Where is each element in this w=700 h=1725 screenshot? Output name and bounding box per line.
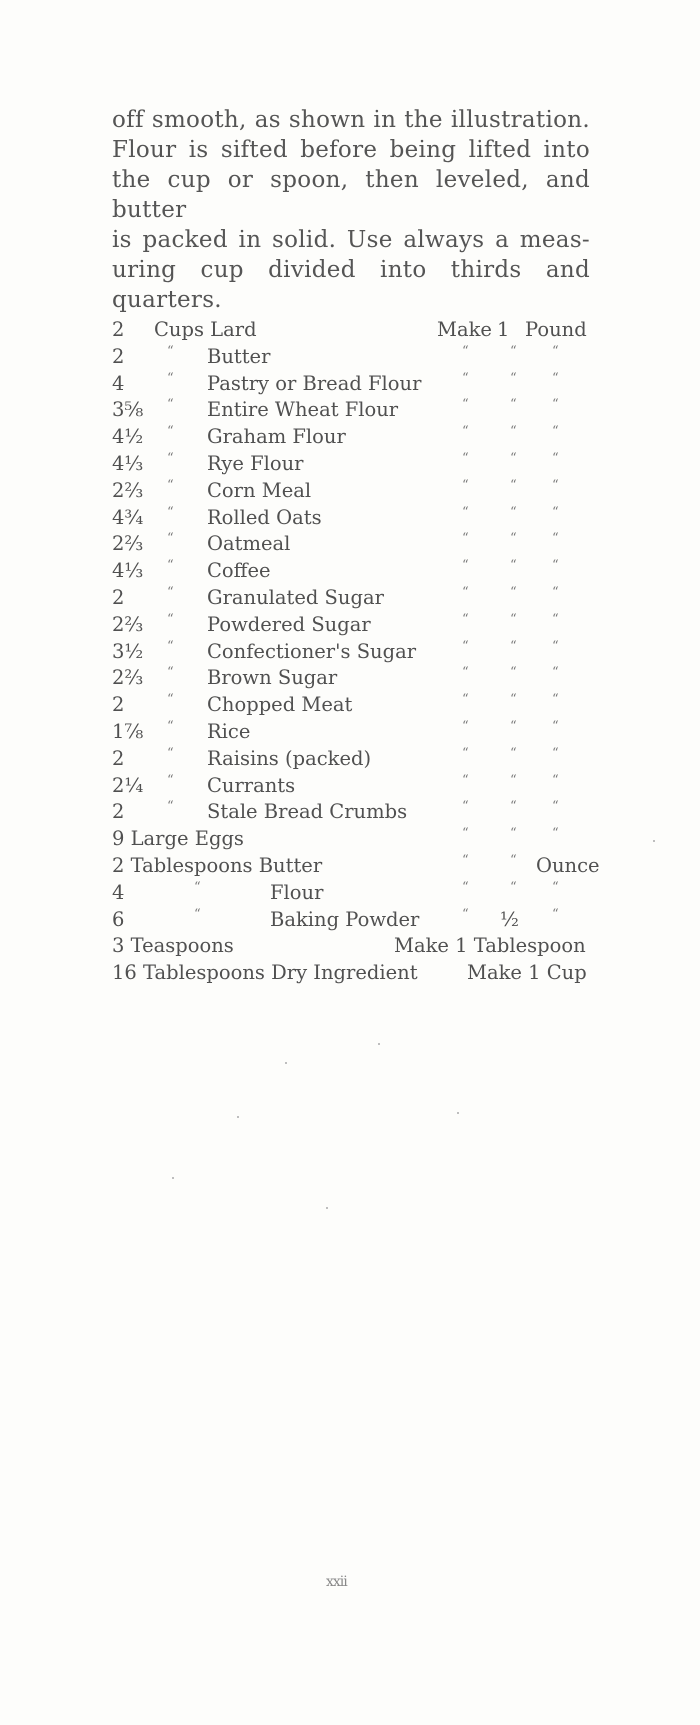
header-one: 1 <box>497 318 510 341</box>
row-item: Entire Wheat Flour <box>207 398 399 422</box>
ditto-mark: “ <box>510 370 517 386</box>
ditto-mark: “ <box>462 504 469 520</box>
table-row <box>112 746 590 773</box>
row-qty: 6 <box>112 907 125 931</box>
ditto-mark: “ <box>167 504 174 520</box>
row-qty: 2¼ <box>112 773 144 797</box>
ditto-mark: “ <box>167 799 174 815</box>
teaspoons-equivalent: Make 1 Tablespoon <box>394 934 586 958</box>
paragraph-line: quarters. <box>112 287 222 313</box>
page-number: xxii <box>326 1574 347 1590</box>
ditto-mark: “ <box>510 772 517 788</box>
ditto-mark: “ <box>510 397 517 413</box>
row-item: Butter <box>207 344 271 368</box>
ditto-mark: “ <box>552 450 559 466</box>
print-speck <box>237 1116 239 1118</box>
ditto-mark: “ <box>167 772 174 788</box>
row-qty: 4⅓ <box>112 451 144 475</box>
row-item: Powdered Sugar <box>207 612 371 636</box>
header-qty: 2 <box>112 318 125 341</box>
print-speck <box>378 1043 380 1045</box>
table-row <box>112 880 590 907</box>
row-item: Flour <box>270 880 324 904</box>
table-row <box>112 933 590 960</box>
tbsp-butter-label: 2 Tablespoons Butter <box>112 853 323 877</box>
ditto-mark: “ <box>462 343 469 359</box>
ditto-mark: “ <box>552 692 559 708</box>
table-row <box>112 558 590 585</box>
ditto-mark: “ <box>552 826 559 842</box>
ditto-mark: “ <box>510 745 517 761</box>
ditto-mark: “ <box>552 772 559 788</box>
ditto-mark: “ <box>462 424 469 440</box>
ditto-mark: “ <box>510 558 517 574</box>
print-speck <box>285 1062 287 1064</box>
row-item: Confectioner's Sugar <box>207 639 417 663</box>
ditto-mark: “ <box>552 558 559 574</box>
ditto-mark: “ <box>167 370 174 386</box>
ditto-mark: “ <box>462 584 469 600</box>
header-make: Make <box>437 318 492 341</box>
ditto-mark: “ <box>462 638 469 654</box>
row-qty: 2⅔ <box>112 478 144 502</box>
row-qty: 4⅓ <box>112 559 144 583</box>
print-speck <box>326 1207 328 1209</box>
row-item: Rice <box>207 719 251 743</box>
table-row <box>112 397 590 424</box>
ounce-label: Ounce <box>536 853 600 877</box>
ditto-mark: “ <box>552 370 559 386</box>
table-row <box>112 424 590 451</box>
ditto-mark: “ <box>462 558 469 574</box>
ditto-mark: “ <box>462 718 469 734</box>
row-qty: 2⅔ <box>112 532 144 556</box>
ditto-mark: “ <box>510 826 517 842</box>
row-item: Brown Sugar <box>207 666 338 690</box>
row-qty: 2⅔ <box>112 666 144 690</box>
row-qty: 2⅔ <box>112 612 144 636</box>
table-row <box>112 692 590 719</box>
ditto-mark: “ <box>167 531 174 547</box>
row-qty: 4¾ <box>112 505 144 529</box>
ditto-mark: “ <box>462 531 469 547</box>
table-row <box>112 852 600 880</box>
ditto-mark: “ <box>552 745 559 761</box>
ditto-mark: “ <box>552 665 559 681</box>
ditto-mark: “ <box>462 745 469 761</box>
ditto-mark: “ <box>552 424 559 440</box>
row-item: Graham Flour <box>207 425 346 449</box>
row-qty: 4½ <box>112 425 144 449</box>
ditto-mark: “ <box>462 692 469 708</box>
row-qty: 4 <box>112 371 125 395</box>
intro-paragraph <box>112 105 590 315</box>
table-row <box>112 478 590 505</box>
row-item: Currants <box>207 773 296 797</box>
table-rows <box>112 344 590 826</box>
print-speck <box>457 1112 459 1114</box>
table-row <box>112 960 590 987</box>
row-qty: 2 <box>112 585 125 609</box>
ditto-mark: “ <box>552 397 559 413</box>
table-row <box>112 531 590 558</box>
paragraph-line: off smooth, as shown in the illustration. <box>112 107 590 133</box>
table-row <box>112 451 590 478</box>
ditto-mark: “ <box>462 611 469 627</box>
ditto-mark: “ <box>462 665 469 681</box>
ditto-mark: “ <box>167 745 174 761</box>
paragraph-line: Flour is sifted before being lifted into <box>112 137 590 163</box>
header-pound: Pound <box>525 318 587 341</box>
eggs-label: 9 Large Eggs <box>112 827 244 851</box>
ditto-mark: “ <box>462 450 469 466</box>
ditto-mark: “ <box>462 852 469 868</box>
ditto-mark: “ <box>462 799 469 815</box>
ditto-mark: “ <box>510 692 517 708</box>
ditto-mark: “ <box>462 477 469 493</box>
ditto-mark: “ <box>462 772 469 788</box>
ditto-mark: “ <box>167 424 174 440</box>
ditto-mark: “ <box>167 584 174 600</box>
ditto-mark: “ <box>167 450 174 466</box>
ditto-mark: “ <box>510 718 517 734</box>
ditto-mark: “ <box>552 611 559 627</box>
ditto-mark: “ <box>167 718 174 734</box>
ditto-mark: “ <box>510 665 517 681</box>
table-row <box>112 907 590 934</box>
row-item: Oatmeal <box>207 532 291 556</box>
ditto-mark: “ <box>167 665 174 681</box>
ditto-mark: “ <box>167 558 174 574</box>
ditto-mark: “ <box>510 504 517 520</box>
print-speck <box>172 1177 174 1179</box>
ditto-mark: “ <box>167 477 174 493</box>
ditto-mark: “ <box>552 504 559 520</box>
ditto-mark: “ <box>510 477 517 493</box>
row-item: Stale Bread Crumbs <box>207 800 408 824</box>
ditto-mark: “ <box>552 343 559 359</box>
table-header-row <box>112 317 590 344</box>
row-item: Corn Meal <box>207 478 312 502</box>
row-qty: 2 <box>112 344 125 368</box>
page-content <box>112 105 600 987</box>
print-speck <box>653 840 655 842</box>
row-item: Baking Powder <box>270 907 420 931</box>
ditto-mark: “ <box>510 531 517 547</box>
table-row <box>112 799 590 826</box>
ditto-mark: “ <box>167 611 174 627</box>
ditto-mark: “ <box>552 531 559 547</box>
ditto-mark: “ <box>510 638 517 654</box>
dry-equivalent: Make 1 Cup <box>467 961 587 985</box>
table-row <box>112 505 590 532</box>
ditto-mark: “ <box>552 879 559 895</box>
ditto-mark: “ <box>167 638 174 654</box>
dry-label: 16 Tablespoons Dry Ingredient <box>112 961 418 985</box>
table-row <box>112 612 590 639</box>
ditto-mark: “ <box>552 799 559 815</box>
ditto-mark: “ <box>510 879 517 895</box>
ditto-mark: “ <box>510 611 517 627</box>
ditto-mark: “ <box>510 424 517 440</box>
table-row <box>112 826 590 853</box>
measures-table <box>112 317 600 987</box>
teaspoons-label: 3 Teaspoons <box>112 934 234 958</box>
ditto-mark: “ <box>194 879 201 895</box>
table-row <box>112 585 590 612</box>
table-row <box>112 773 590 800</box>
ditto-mark: “ <box>552 906 559 922</box>
ditto-mark: “ <box>462 906 469 922</box>
ditto-mark: “ <box>462 879 469 895</box>
ditto-mark: “ <box>510 343 517 359</box>
row-qty: 2 <box>112 800 125 824</box>
row-item: Raisins (packed) <box>207 746 372 770</box>
ditto-mark: “ <box>167 343 174 359</box>
row-item: Coffee <box>207 559 271 583</box>
ditto-mark: “ <box>510 799 517 815</box>
ditto-mark: “ <box>462 397 469 413</box>
table-row <box>112 344 590 371</box>
ditto-mark: “ <box>167 692 174 708</box>
table-row <box>112 639 590 666</box>
row-qty: 3½ <box>112 639 144 663</box>
ditto-mark: “ <box>510 584 517 600</box>
header-unit: Cups Lard <box>154 318 257 341</box>
ditto-mark: “ <box>552 718 559 734</box>
table-row <box>112 665 590 692</box>
row-item: Chopped Meat <box>207 693 353 717</box>
ditto-mark: “ <box>510 450 517 466</box>
ditto-mark: “ <box>194 906 201 922</box>
paragraph-line: the cup or spoon, then leveled, and butter <box>112 167 590 223</box>
paragraph-line: uring cup divided into thirds and <box>112 257 590 283</box>
ditto-mark: “ <box>510 852 517 868</box>
row-item: Rolled Oats <box>207 505 322 529</box>
row-item: Rye Flour <box>207 451 304 475</box>
row-item: Pastry or Bread Flour <box>207 371 422 395</box>
ditto-mark: “ <box>462 826 469 842</box>
row-item: Granulated Sugar <box>207 585 384 609</box>
paragraph-line: is packed in solid. Use always a meas- <box>112 227 590 253</box>
ditto-mark: “ <box>167 397 174 413</box>
row-qty: 2 <box>112 693 125 717</box>
table-row <box>112 719 590 746</box>
ditto-mark: “ <box>552 584 559 600</box>
row-qty: 1⅞ <box>112 719 144 743</box>
row-qty: 2 <box>112 746 125 770</box>
table-row <box>112 371 590 398</box>
ditto-mark: “ <box>552 638 559 654</box>
half-value: ½ <box>500 907 519 931</box>
row-qty: 3⅝ <box>112 398 144 422</box>
row-qty: 4 <box>112 880 125 904</box>
ditto-mark: “ <box>552 477 559 493</box>
ditto-mark: “ <box>462 370 469 386</box>
